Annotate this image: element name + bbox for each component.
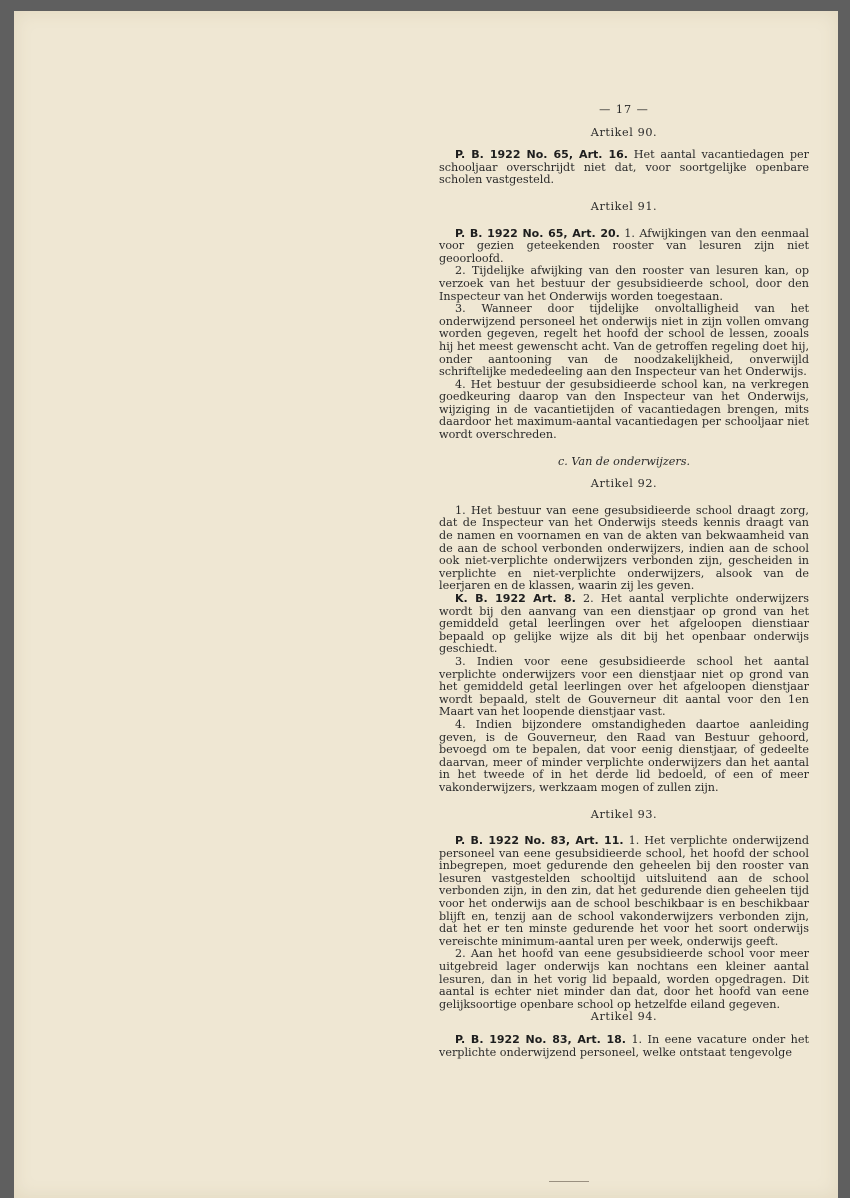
document-page bbox=[14, 11, 838, 1198]
article-92-text-2: 2. Het aantal verplichte onderwijzers wordt bij den aanvang van een dienstjaar op grond van het gemiddeld getal leerlingen over het afgeloopen dienstiaar bepaald op gelijke wijze als dit bij het openbaar onderwijs geschiedt. bbox=[439, 592, 809, 656]
article-91-paragraph-1 bbox=[439, 228, 809, 266]
footer-rule bbox=[549, 1181, 589, 1182]
article-92-paragraph-2 bbox=[439, 593, 809, 656]
article-93-reference: P. B. 1922 No. 83, Art. 11. bbox=[455, 834, 624, 848]
article-94-reference: P. B. 1922 No. 83, Art. 18. bbox=[455, 1033, 626, 1046]
text-column bbox=[439, 104, 809, 1059]
article-90-text: Het aantal vacantiedagen per schooljaar overschrijdt niet dat, voor soortgelijke openbare scholen vastgesteld. bbox=[439, 148, 810, 187]
article-91-paragraph-4: 4. Het bestuur der gesubsidieerde school kan, na verkregen goedkeuring daarop van den Inspecteur van het Onderwijs, wijziging in de vacantietijden of vacantiedagen brengen, mits daardoor het maximum-aantal vacantiedagen per schooljaar niet wordt overschreden. bbox=[439, 377, 809, 442]
article-94-text-1: 1. In eene vacature onder het verplichte onderwijzend personeel, welke ontstaat tengevolge bbox=[439, 1033, 809, 1059]
article-94-paragraph-1 bbox=[439, 1034, 809, 1059]
page-number: — 17 — bbox=[599, 103, 649, 116]
article-91-text-1: 1. Afwijkingen van den eenmaal voor gezien geteekenden rooster van lesuren zijn niet geoorloofd. bbox=[439, 226, 809, 265]
article-93-paragraph-2: 2. Aan het hoofd van eene gesubsidieerde school voor meer uitgebreid lager onderwijs kan nochtans een kleiner aantal lesuren, dan in het vorig lid bepaald, worden opgedragen. Dit aantal is echter niet minder dan dat, door het hoofd van eene gelijksoortige openbare school op hetzelfde eiland gegeven. bbox=[439, 947, 809, 1011]
article-93-paragraph-1 bbox=[439, 835, 809, 948]
article-93-text-1: 1. Het verplichte onderwijzend personeel van eene gesubsidieerde school, het hoofd der school inbegrepen, moet gedurende den geheelen bij den rooster van lesuren vastgestelden schooltijd uitsluitend aan de school verbonden zijn, in den zin, dat het gedurende dien geheelen tijd voor het onderwijs aan de school beschikbaar is en beschikbaar blijft en, tenzij aan de school vakonderwijzers verbonden zijn, dat het er ten minste gedurende het voor het soort onderwijs vereischte minimum-aantal uren per week, onderwijs geeft. bbox=[439, 834, 809, 948]
article-92-heading: Artikel 92. bbox=[590, 477, 658, 491]
article-90-heading: Artikel 90. bbox=[590, 125, 658, 139]
article-91-heading: Artikel 91. bbox=[590, 199, 658, 213]
article-91-reference: P. B. 1922 No. 65, Art. 20. bbox=[455, 226, 620, 240]
article-90-paragraph bbox=[439, 149, 809, 187]
article-92-paragraph-1: 1. Het bestuur van eene gesubsidieerde school draagt zorg, dat de Inspecteur van het Onderwijs steeds kennis draagt van de namen en voornamen en van de akten van bekwaamheid van de aan de school verbonden onderwijzers, indien aan de school ook niet-verplichte onderwijzers verbonden zijn, gescheiden in verplichte en niet-verplichte onderwijzers, alsook van de leerjaren en de klassen, waarin zij les geven. bbox=[439, 503, 809, 593]
section-c-heading: c. Van de onderwijzers. bbox=[557, 454, 691, 468]
article-91-paragraph-3: 3. Wanneer door tijdelijke onvoltalligheid van het onderwijzend personeel het onderwijs niet in zijn vollen omvang worden gegeven, regelt het hoofd der school de lessen, zooals hij het meest gewenscht acht. Van de getroffen regeling doet hij, onder aantooning van de noodzakelijkheid, onverwijld schriftelijke mededeeling aan den Inspecteur van het Onderwijs. bbox=[439, 302, 809, 379]
article-92-paragraph-4: 4. Indien bijzondere omstandigheden daartoe aanleiding geven, is de Gouverneur, den Raad van Bestuur gehoord, bevoegd om te bepalen, dat voor eenig dienstjaar, of gedeelte daarvan, meer of minder verplichte onderwijzers dan het aantal in het tweede of in het derde lid bedoeld, of een of meer vakonderwijzers, werkzaam mogen of zullen zijn. bbox=[439, 717, 809, 794]
article-92-paragraph-3: 3. Indien voor eene gesubsidieerde school het aantal verplichte onderwijzers voor een dienstjaar niet op grond van het gemiddeld getal leerlingen over het afgeloopen dienstjaar wordt bepaald, stelt de Gouverneur dit aantal voor den 1en Maart van het loopende dienstjaar vast. bbox=[439, 654, 809, 719]
article-92-reference: K. B. 1922 Art. 8. bbox=[455, 592, 576, 605]
article-93-heading: Artikel 93. bbox=[590, 807, 658, 821]
article-91-paragraph-2: 2. Tijdelijke afwijking van den rooster van lesuren kan, op verzoek van het bestuur der gesubsidieerde school, door den Inspecteur van het Onderwijs worden toegestaan. bbox=[439, 264, 809, 303]
article-94-heading: Artikel 94. bbox=[590, 1010, 658, 1024]
article-90-reference: P. B. 1922 No. 65, Art. 16. bbox=[455, 148, 628, 162]
